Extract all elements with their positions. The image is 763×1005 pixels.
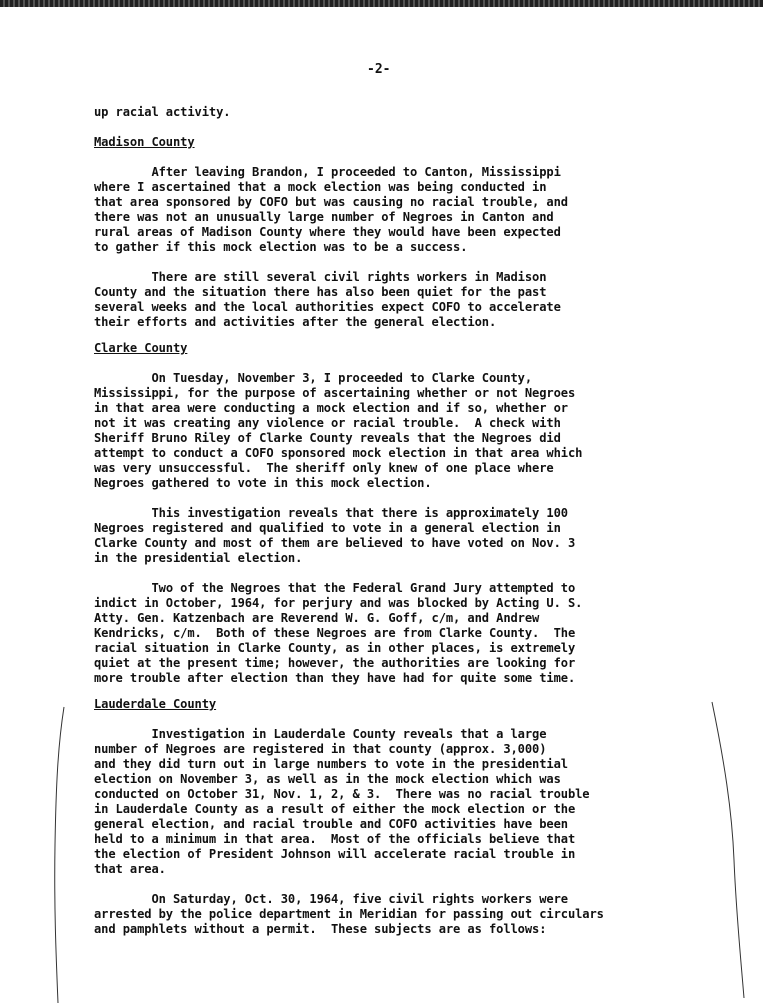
document-body: [94, 105, 719, 937]
section-heading: Clarke County: [94, 341, 188, 355]
section-clarke: [94, 341, 719, 686]
section-madison: [94, 135, 719, 330]
section-heading: Lauderdale County: [94, 697, 217, 711]
top-border: [0, 0, 763, 7]
section-lauderdale: [94, 697, 719, 937]
paragraph: On Tuesday, November 3, I proceeded to Clarke County, Mississippi, for the purpose of ascertaining whether or not Negroes in that area were conducting a mock election and if so, whether or not it was creating any violence or racial trouble. A check with Sheriff Bruno Riley of Clarke County reveals that the Negroes did attempt to conduct a COFO sponsored mock election in that area which was very unsuccessful. The sheriff only knew of one place where Negroes gathered to vote in this mock election.: [94, 371, 583, 490]
paragraph: After leaving Brandon, I proceeded to Canton, Mississippi where I ascertained that a mock election was being conducted in that area sponsored by COFO but was causing no racial trouble, and there was not an unusually large number of Negroes in Canton and rural areas of Madison County where they would have been expected to gather if this mock election was to be a success.: [94, 165, 568, 254]
paragraph: Investigation in Lauderdale County reveals that a large number of Negroes are registered in that county (approx. 3,000) and they did turn out in large numbers to vote in the presidential election on November 3, as well as in the mock election which was conducted on October 31, Nov. 1, 2, & 3. There was no racial trouble in Lauderdale County as a result of either the mock election or the general election, and racial trouble and COFO activities have been held to a minimum in that area. Most of the officials believe that the election of President Johnson will accelerate racial trouble in that area.: [94, 727, 590, 876]
paragraph: Two of the Negroes that the Federal Grand Jury attempted to indict in October, 1964, for perjury and was blocked by Acting U. S. Atty. Gen. Katzenbach are Reverend W. G. Goff, c/m, and Andrew Kendricks, c/m. Both of these Negroes are from Clarke County. The racial situation in Clarke County, as in other places, is extremely quiet at the present time; however, the authorities are looking for more trouble after election than they have had for quite some time.: [94, 581, 583, 685]
page-number: -2-: [367, 62, 391, 77]
left-bracket-mark: [52, 705, 92, 1005]
section-heading: Madison County: [94, 135, 195, 149]
paragraph: This investigation reveals that there is approximately 100 Negroes registered and qualified to vote in a general election in Clarke County and most of them are believed to have voted on Nov. 3 in the presidential election.: [94, 506, 576, 565]
continuation-line: up racial activity.: [94, 105, 231, 119]
paragraph: On Saturday, Oct. 30, 1964, five civil rights workers were arrested by the police department in Meridian for passing out circulars and pamphlets without a permit. These subjects are as follows:: [94, 892, 604, 936]
paragraph: There are still several civil rights workers in Madison County and the situation there has also been quiet for the past several weeks and the local authorities expect COFO to accelerate their efforts and activities after the general election.: [94, 270, 561, 329]
